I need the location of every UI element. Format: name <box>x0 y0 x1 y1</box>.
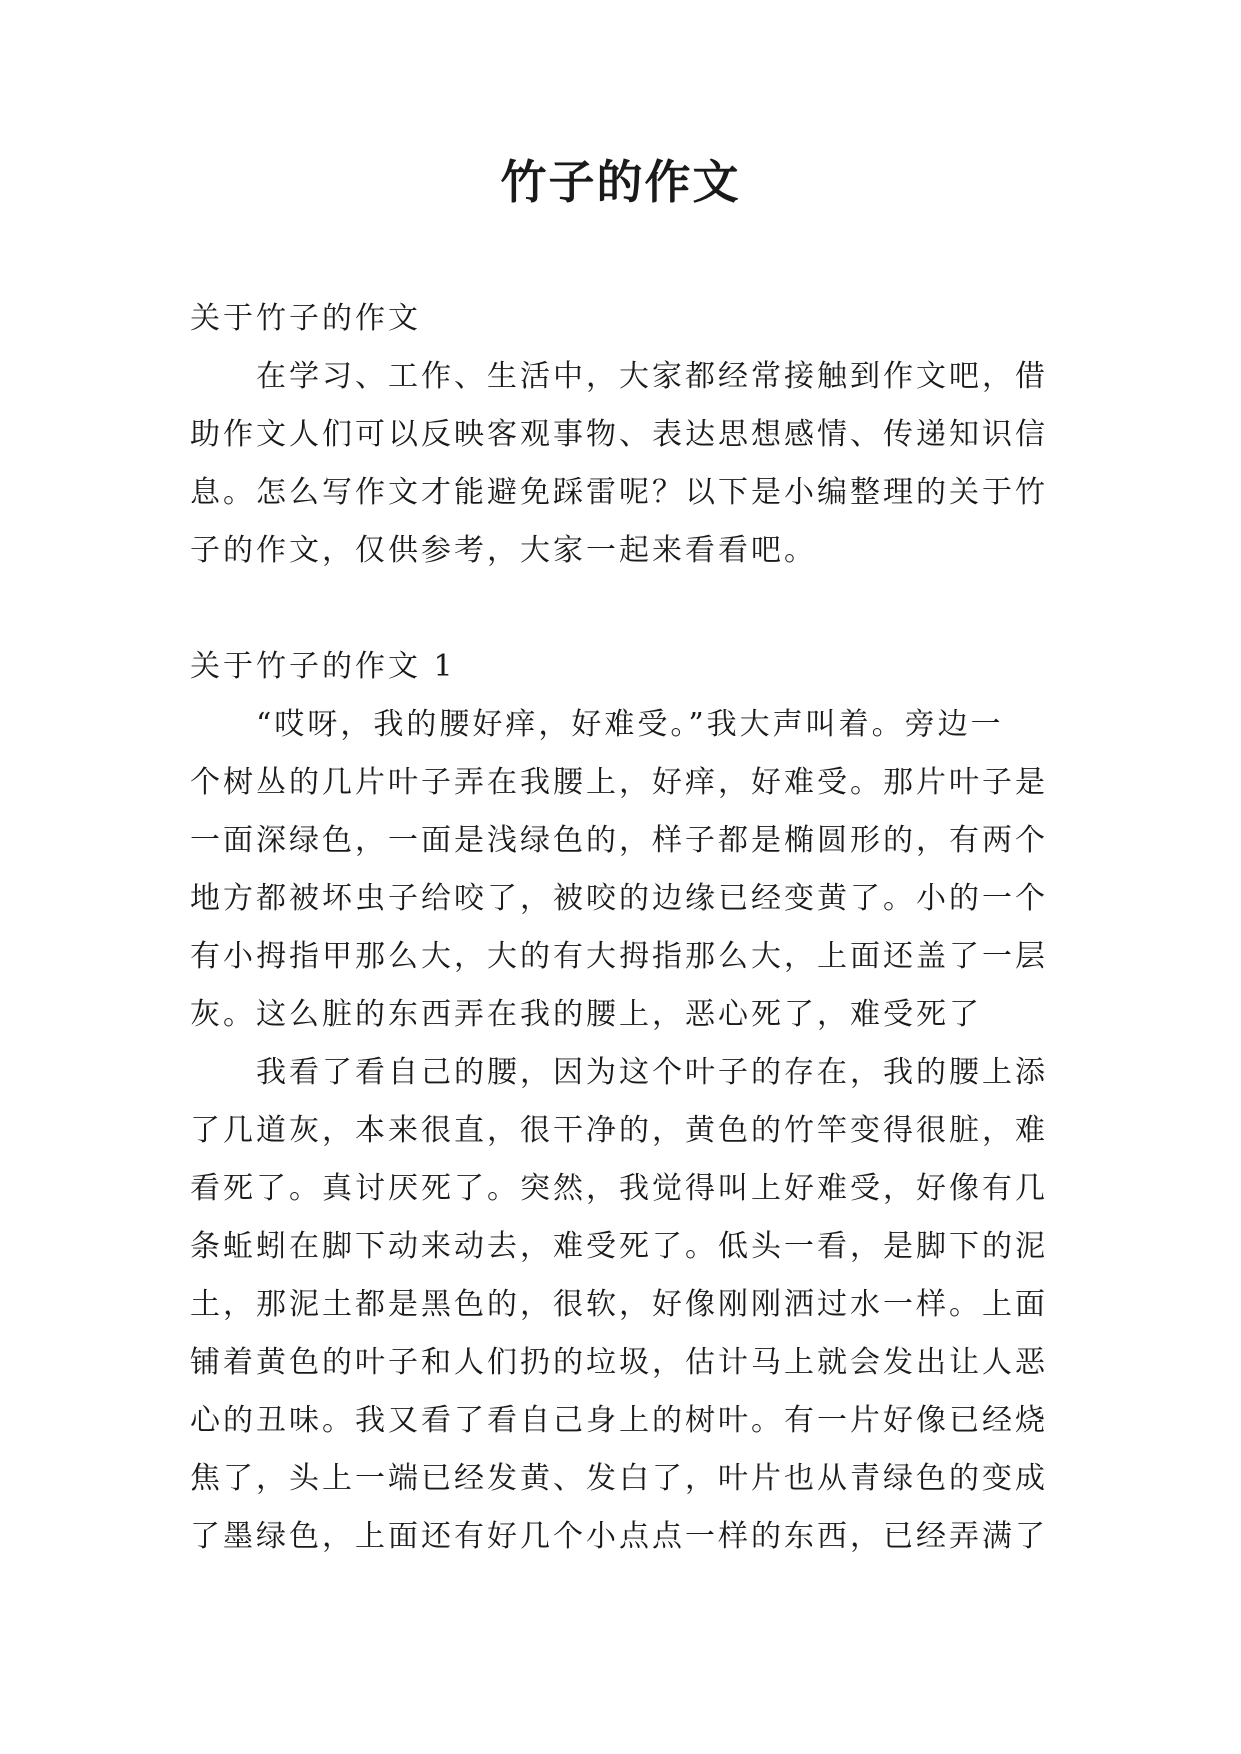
body-line: 了墨绿色，上面还有好几个小点点一样的东西，已经弄满了 <box>190 1519 1048 1554</box>
document-body <box>190 290 1050 1566</box>
body-line: 我看了看自己的腰，因为这个叶子的存在，我的腰上添 <box>190 1055 1048 1090</box>
body-line: 关于竹子的作文 <box>190 301 421 336</box>
body-line: 个树丛的几片叶子弄在我腰上，好痒，好难受。那片叶子是 <box>190 765 1048 800</box>
body-line: 焦了，头上一端已经发黄、发白了，叶片也从青绿色的变成 <box>190 1461 1048 1496</box>
body-line: 铺着黄色的叶子和人们扔的垃圾，估计马上就会发出让人恶 <box>190 1345 1048 1380</box>
body-line: 关于竹子的作文 1 <box>190 649 456 684</box>
body-line: 看死了。真讨厌死了。突然，我觉得叫上好难受，好像有几 <box>190 1171 1048 1206</box>
document-title: 竹子的作文 <box>500 155 741 209</box>
body-line: 有小拇指甲那么大，大的有大拇指那么大，上面还盖了一层 <box>190 939 1048 974</box>
body-line: 在学习、工作、生活中，大家都经常接触到作文吧，借 <box>190 359 1048 394</box>
body-line: 息。怎么写作文才能避免踩雷呢？以下是小编整理的关于竹 <box>190 475 1048 510</box>
paragraph-gap <box>190 580 1050 638</box>
body-line: “哎呀，我的腰好痒，好难受。”我大声叫着。旁边一 <box>190 707 1004 742</box>
body-line: 一面深绿色，一面是浅绿色的，样子都是椭圆形的，有两个 <box>190 823 1048 858</box>
body-line: 条蚯蚓在脚下动来动去，难受死了。低头一看，是脚下的泥 <box>190 1229 1048 1264</box>
body-line: 土，那泥土都是黑色的，很软，好像刚刚洒过水一样。上面 <box>190 1287 1048 1322</box>
body-line: 地方都被坏虫子给咬了，被咬的边缘已经变黄了。小的一个 <box>190 881 1048 916</box>
body-line: 灰。这么脏的东西弄在我的腰上，恶心死了，难受死了 <box>190 997 982 1032</box>
body-line: 心的丑味。我又看了看自己身上的树叶。有一片好像已经烧 <box>190 1403 1048 1438</box>
body-line: 子的作文，仅供参考，大家一起来看看吧。 <box>190 533 817 568</box>
body-line: 了几道灰，本来很直，很干净的，黄色的竹竿变得很脏，难 <box>190 1113 1048 1148</box>
body-line: 助作文人们可以反映客观事物、表达思想感情、传递知识信 <box>190 417 1048 452</box>
